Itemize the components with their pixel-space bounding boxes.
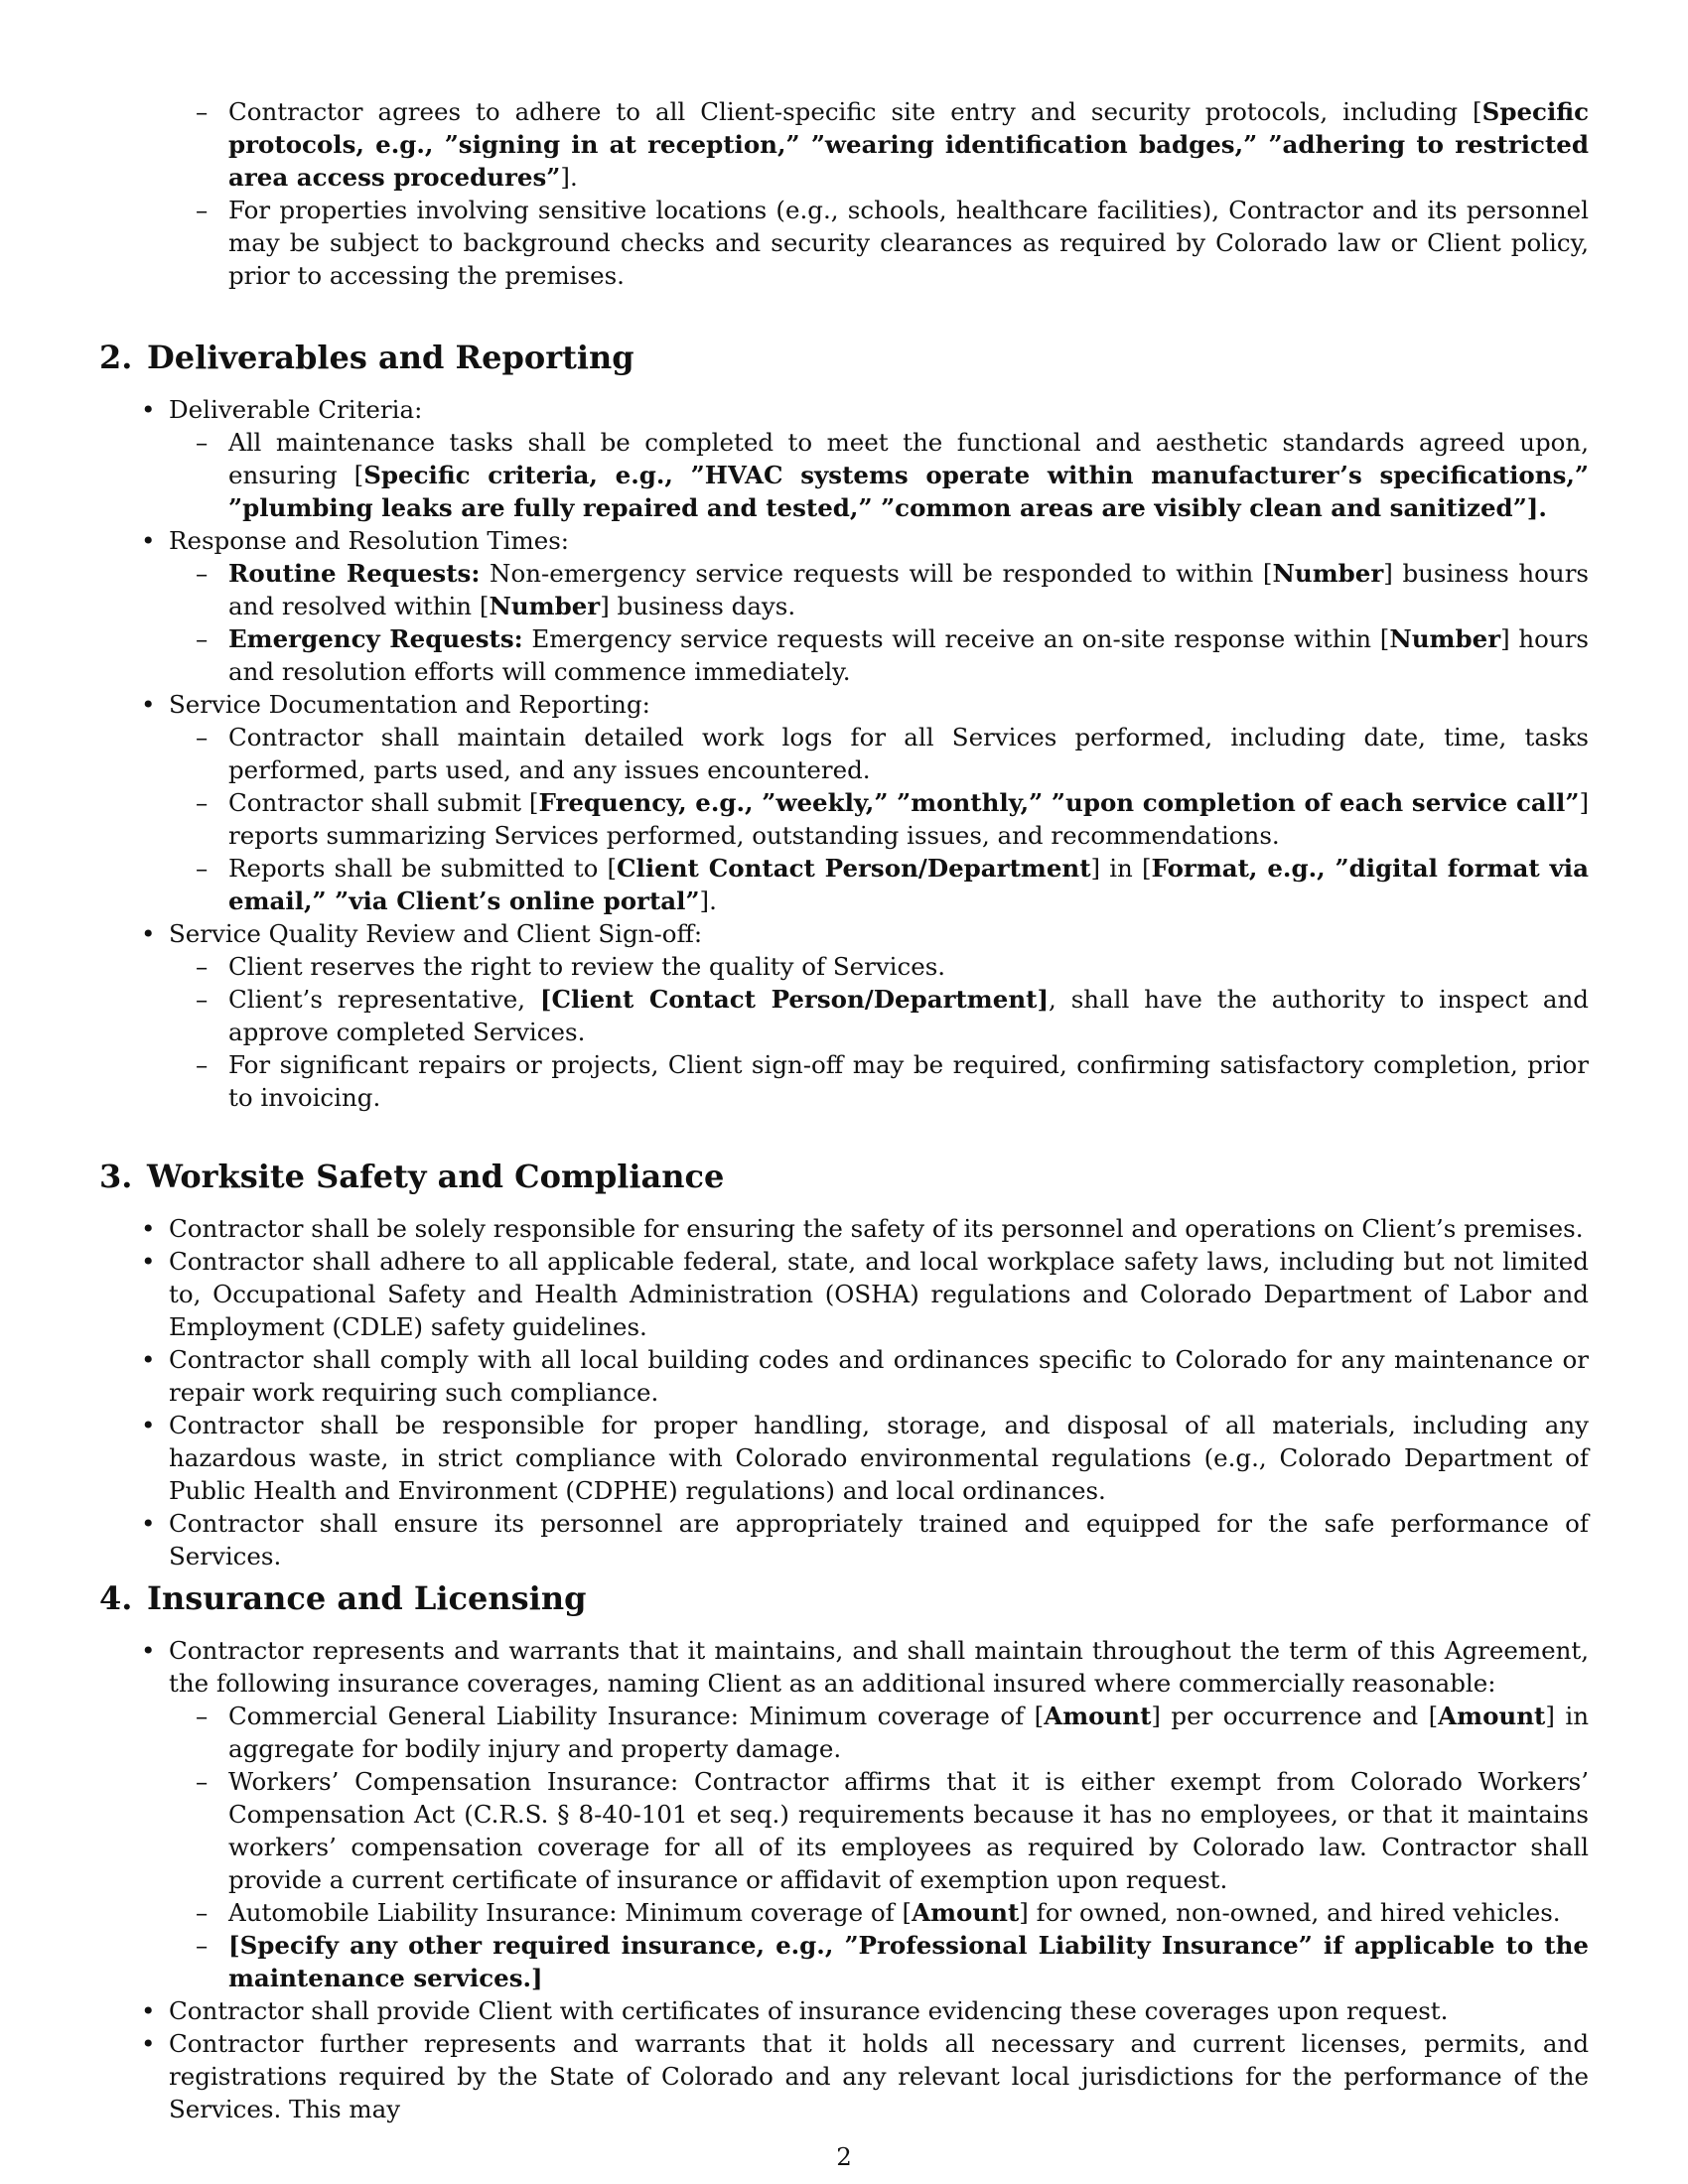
sub-list-item <box>99 721 1589 786</box>
text-run: Workers’ Compensation Insurance: Contractor affirms that it is either exempt from Colorado Workers’ Compensation Act (C.R.S. § 8-40-101 et seq.) requirements because it has no employees, or that it maintains workers’ compensation coverage for all of its employees as required by Colorado law. Contractor shall provide a current certificate of insurance or affidavit of exemption upon request. <box>228 1767 1589 1894</box>
bold-text: Routine Requests: <box>228 559 481 588</box>
section-number: 4. <box>99 1579 133 1617</box>
bold-text: Format, e.g., ”digital format via email,” ”via Client’s online portal” <box>228 854 1589 915</box>
sub-list-item <box>99 1048 1589 1114</box>
page-number: 2 <box>836 2142 852 2171</box>
sub-list-item <box>99 95 1589 194</box>
bold-text: Emergency Requests: <box>228 624 523 653</box>
list-item <box>99 524 1589 557</box>
list-item <box>99 1409 1589 1507</box>
text-run: For significant repairs or projects, Client sign-off may be required, confirming satisfactory completion, prior to invoicing. <box>228 1050 1589 1112</box>
bold-text: Number <box>1272 559 1384 588</box>
text-run: Contractor shall provide Client with certificates of insurance evidencing these coverages upon request. <box>169 1996 1449 2025</box>
bold-text: Amount <box>1438 1702 1546 1730</box>
text-run: Response and Resolution Times: <box>169 526 570 555</box>
list-item <box>99 688 1589 721</box>
text-run: Contractor shall be responsible for proper handling, storage, and disposal of all materials, including any hazardous waste, in strict compliance with Colorado environmental regulations (e.g., Colorado Department of Public Health and Environment (CDPHE) regulations) and local ordinances. <box>169 1411 1589 1505</box>
section-title: Worksite Safety and Compliance <box>147 1158 725 1195</box>
bold-text: Client Contact Person/Department <box>617 854 1091 883</box>
text-run: ] per occurrence and [ <box>1151 1702 1439 1730</box>
bold-text: [Specify any other required insurance, e.g., ”Professional Liability Insurance” if applicable to the maintenance services.] <box>228 1931 1589 1992</box>
text-run: Contractor shall adhere to all applicable federal, state, and local workplace safety laws, including but not limited to, Occupational Safety and Health Administration (OSHA) regulations and Colorado Department of Labor and Employment (CDLE) safety guidelines. <box>169 1247 1589 1341</box>
text-run: Contractor shall be solely responsible for ensuring the safety of its personnel and operations on Client’s premises. <box>169 1214 1584 1243</box>
section-title: Insurance and Licensing <box>147 1579 587 1617</box>
sub-list-item <box>99 852 1589 917</box>
bold-text: Amount <box>1044 1702 1152 1730</box>
text-run: ] in aggregate for bodily injury and property damage. <box>228 1702 1589 1763</box>
text-run: Contractor shall comply with all local building codes and ordinances specific to Colorado for any maintenance or repair work requiring such compliance. <box>169 1345 1589 1407</box>
section-number: 2. <box>99 339 133 376</box>
text-run: Commercial General Liability Insurance: Minimum coverage of [ <box>228 1702 1045 1730</box>
list-item <box>99 1343 1589 1409</box>
bold-text: Frequency, e.g., ”weekly,” ”monthly,” ”upon completion of each service call” <box>538 788 1580 817</box>
bold-text: [Client Contact Person/Department] <box>539 985 1050 1014</box>
list-item <box>99 1212 1589 1245</box>
text-run: Contractor further represents and warrants that it holds all necessary and current licenses, permits, and registrations required by the State of Colorado and any relevant local jurisdictions for the performance of the Services. This may <box>169 2029 1589 2123</box>
section-heading <box>99 1578 1589 1618</box>
list-item <box>99 2027 1589 2125</box>
text-run: ] business hours and resolved within [ <box>228 559 1589 620</box>
bold-text: Number <box>489 592 601 620</box>
bold-text: Specific criteria, e.g., ”HVAC systems operate within manufacturer’s specifications,” ”plumbing leaks are fully repaired and tested,” ”common areas are visibly clean and sanitized”]. <box>228 461 1589 522</box>
text-run: ]. <box>699 887 717 915</box>
text-run: ] for owned, non-owned, and hired vehicles. <box>1019 1898 1561 1927</box>
text-run: Client’s representative, <box>228 985 540 1014</box>
sub-list-item <box>99 950 1589 983</box>
sub-list-item <box>99 1929 1589 1994</box>
section-title: Deliverables and Reporting <box>147 339 634 376</box>
sub-list-item <box>99 1765 1589 1896</box>
text-run: All maintenance tasks shall be completed to meet the functional and aesthetic standards agreed upon, ensuring [ <box>228 428 1589 489</box>
sub-list-item <box>99 983 1589 1048</box>
sub-list-item <box>99 1896 1589 1929</box>
text-run: Contractor shall ensure its personnel are appropriately trained and equipped for the safe performance of Services. <box>169 1509 1589 1570</box>
text-run: Emergency service requests will receive an on-site response within [ <box>522 624 1390 653</box>
list-item <box>99 1245 1589 1343</box>
text-run: ] hours and resolution efforts will commence immediately. <box>228 624 1589 686</box>
list-item <box>99 917 1589 950</box>
list-item <box>99 1507 1589 1572</box>
text-run: Contractor represents and warrants that it maintains, and shall maintain throughout the term of this Agreement, the following insurance coverages, naming Client as an additional insured where commercially reasonable: <box>169 1636 1589 1698</box>
text-run: Contractor agrees to adhere to all Client-specific site entry and security protocols, including [ <box>228 97 1482 126</box>
section-heading <box>99 1157 1589 1196</box>
sub-list-item <box>99 194 1589 292</box>
list-item <box>99 1634 1589 1700</box>
sub-list-item <box>99 1700 1589 1765</box>
sub-list-item <box>99 557 1589 622</box>
text-run: For properties involving sensitive locations (e.g., schools, healthcare facilities), Contractor and its personnel may be subject to background checks and security clearances as required by Colorado law or Client policy, prior to accessing the premises. <box>228 196 1589 290</box>
text-run: Automobile Liability Insurance: Minimum coverage of [ <box>228 1898 913 1927</box>
text-run: ]. <box>560 163 578 192</box>
text-run: Reports shall be submitted to [ <box>228 854 618 883</box>
text-run: ] in [ <box>1090 854 1152 883</box>
list-item <box>99 1994 1589 2027</box>
text-run: Contractor shall submit [ <box>228 788 539 817</box>
list-item <box>99 393 1589 426</box>
bold-text: Specific protocols, e.g., ”signing in at reception,” ”wearing identification badges,” ”adhering to restricted area access procedures” <box>228 97 1589 192</box>
sub-list-item <box>99 786 1589 852</box>
bold-text: Amount <box>912 1898 1020 1927</box>
text-run: Client reserves the right to review the quality of Services. <box>228 952 946 981</box>
text-run: Service Documentation and Reporting: <box>169 690 650 719</box>
text-run: ] business days. <box>600 592 796 620</box>
section-number: 3. <box>99 1158 133 1195</box>
sub-list-item <box>99 426 1589 524</box>
text-run: Deliverable Criteria: <box>169 395 423 424</box>
text-run: Non-emergency service requests will be responded to within [ <box>480 559 1273 588</box>
section-heading <box>99 338 1589 377</box>
bold-text: Number <box>1389 624 1501 653</box>
text-run: Service Quality Review and Client Sign-off: <box>169 919 703 948</box>
text-run: ] reports summarizing Services performed, outstanding issues, and recommendations. <box>228 788 1590 850</box>
text-run: Contractor shall maintain detailed work logs for all Services performed, including date, time, tasks performed, parts used, and any issues encountered. <box>228 723 1589 784</box>
sub-list-item <box>99 622 1589 688</box>
text-run: , shall have the authority to inspect and approve completed Services. <box>228 985 1589 1046</box>
